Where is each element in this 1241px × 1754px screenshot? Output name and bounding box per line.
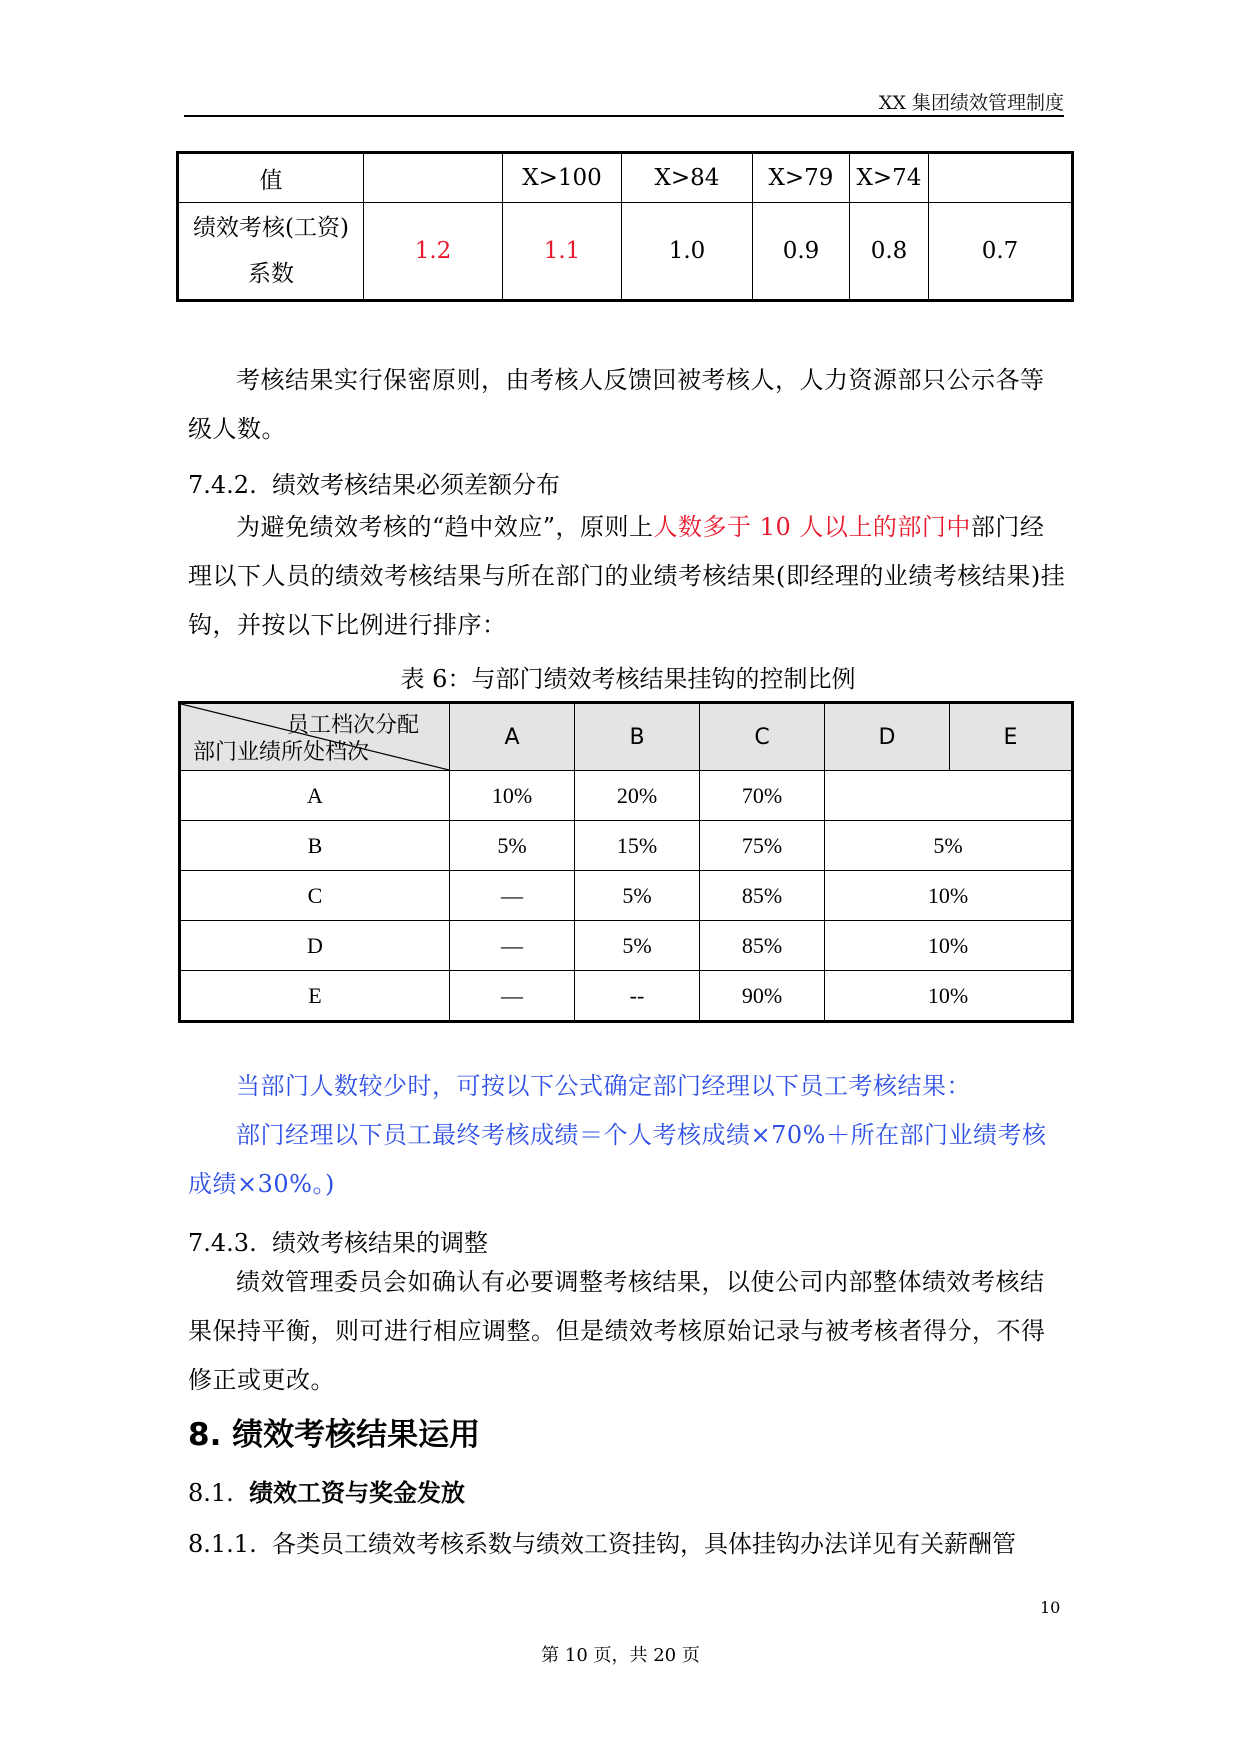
text-run: 为避免绩效考核的“趋中效应”，原则上 (236, 513, 654, 541)
table-caption: 表 6：与部门绩效考核结果挂钩的控制比例 (400, 665, 856, 693)
table-cell: 10% (825, 921, 1073, 971)
table-cell: 85% (700, 921, 825, 971)
table-cell: 15% (575, 821, 700, 871)
diagonal-header-cell (180, 703, 450, 771)
row-label: A (180, 771, 450, 821)
table-cell: — (450, 921, 575, 971)
table-cell: 0.7 (929, 203, 1073, 301)
corner-label-top: 员工档次分配 (286, 713, 419, 738)
table-cell: 90% (700, 971, 825, 1022)
section-number: 7.4.3. (188, 1229, 257, 1257)
table-cell (364, 153, 503, 203)
section-text: 各类员工绩效考核系数与绩效工资挂钩，具体挂钩办法详见有关薪酬管 (271, 1530, 1016, 1558)
table-cell: — (450, 871, 575, 921)
table-cell: — (450, 971, 575, 1022)
table-cell: 5% (825, 821, 1073, 871)
section-7-4-2-heading (188, 465, 560, 500)
table-cell: 0.8 (850, 203, 929, 301)
ratio-table (178, 701, 1074, 1023)
section-title: 绩效工资与奖金发放 (249, 1479, 466, 1507)
paragraph-confidentiality: 考核结果实行保密原则，由考核人反馈回被考核人，人力资源部只公示各等级人数。 (188, 366, 1045, 443)
column-header: A (450, 703, 575, 771)
chapter-8-heading: 8. 绩效考核结果运用 (188, 1417, 481, 1453)
corner-label-bottom: 部门业绩所处档次 (193, 740, 370, 765)
table-cell: -- (575, 971, 700, 1022)
table-row (180, 971, 1073, 1022)
table-cell: 20% (575, 771, 700, 821)
table-cell: X>79 (753, 153, 850, 203)
row-label: C (180, 871, 450, 921)
table-cell: X>84 (622, 153, 753, 203)
column-header: C (700, 703, 825, 771)
section-7-4-3-heading (188, 1223, 488, 1258)
table-cell: 10% (450, 771, 575, 821)
section-title: 绩效考核结果必须差额分布 (271, 471, 560, 499)
table-cell: 0.9 (753, 203, 850, 301)
coefficient-table (176, 151, 1074, 302)
table-cell (825, 771, 1073, 821)
table-cell: 75% (700, 821, 825, 871)
page-number: 10 (1040, 1598, 1061, 1617)
paragraph-adjustment: 绩效管理委员会如确认有必要调整考核结果，以使公司内部整体绩效考核结果保持平衡，则可进行相应调整。但是绩效考核原始记录与被考核者得分，不得修正或更改。 (188, 1268, 1046, 1394)
table-row (180, 821, 1073, 871)
paragraph-distribution (188, 503, 1068, 650)
row-label: E (180, 971, 450, 1022)
table-row (180, 771, 1073, 821)
table-cell: 1.1 (503, 203, 622, 301)
table-cell: 10% (825, 871, 1073, 921)
section-8-1-1 (188, 1524, 1016, 1559)
row-label-line: 绩效考核(工资) (193, 215, 349, 241)
section-number: 7.4.2. (188, 471, 257, 499)
highlight-text: 人数多于 10 人以上的部门中 (653, 513, 971, 541)
page-footer: 第 10 页，共 20 页 (541, 1645, 700, 1666)
section-title: 绩效考核结果的调整 (271, 1229, 488, 1257)
note-formula: 部门经理以下员工最终考核成绩＝个人考核成绩×70%＋所在部门业绩考核成绩×30%。) (188, 1121, 1047, 1198)
column-header: E (950, 703, 1073, 771)
table-cell: 10% (825, 971, 1073, 1022)
row-label-cell (178, 203, 364, 301)
section-number: 8.1.1. (188, 1530, 257, 1558)
text-run: 部门经理以下人员的绩效考核结果与所在部门的业绩考核结果(即经理的业绩考核结果)挂钩，并按以下比例进行排序： (188, 513, 1066, 639)
header-rule (184, 115, 1064, 117)
table-cell: 1.2 (364, 203, 503, 301)
section-8-1-heading (188, 1473, 465, 1508)
table-cell: 70% (700, 771, 825, 821)
table-cell: 85% (700, 871, 825, 921)
table-cell: 5% (575, 871, 700, 921)
note-small-department: 当部门人数较少时，可按以下公式确定部门经理以下员工考核结果： (236, 1072, 971, 1100)
table-cell: 5% (575, 921, 700, 971)
row-label: D (180, 921, 450, 971)
table-row (180, 921, 1073, 971)
column-header: B (575, 703, 700, 771)
table-cell: 值 (178, 153, 364, 203)
table-row (180, 871, 1073, 921)
table-cell: X>100 (503, 153, 622, 203)
table-cell: 5% (450, 821, 575, 871)
column-header: D (825, 703, 950, 771)
document-header-title: XX 集团绩效管理制度 (878, 92, 1064, 114)
table-cell: X>74 (850, 153, 929, 203)
table-cell (929, 153, 1073, 203)
row-label-line: 系数 (248, 261, 294, 287)
row-label: B (180, 821, 450, 871)
section-number: 8.1. (188, 1479, 234, 1507)
table-cell: 1.0 (622, 203, 753, 301)
